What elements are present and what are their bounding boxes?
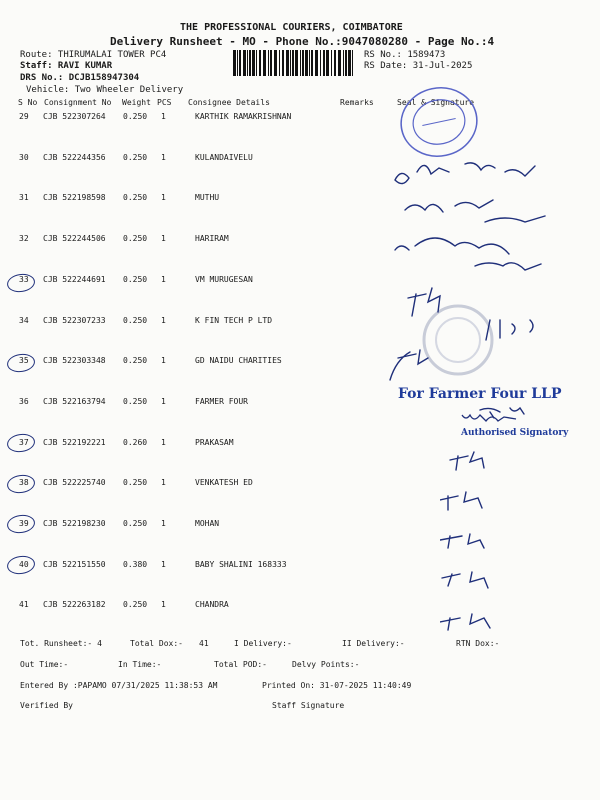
cell-cn: CJB 522263182 <box>43 600 106 609</box>
cell-pcs: 1 <box>161 356 166 365</box>
staff-label: Staff: RAVI KUMAR <box>20 61 113 71</box>
cell-sno: 31 <box>19 193 29 202</box>
cell-cn: CJB 522198598 <box>43 193 106 202</box>
cell-cn: CJB 522307233 <box>43 316 106 325</box>
entered-by: Entered By :PAPAMO 07/31/2025 11:38:53 AM <box>20 681 218 690</box>
cell-wt: 0.250 <box>123 275 148 284</box>
cell-wt: 0.250 <box>123 112 148 121</box>
cell-sno: 38 <box>19 478 29 487</box>
cell-sno: 40 <box>19 560 29 569</box>
cell-sno: 35 <box>19 356 29 365</box>
drs-label: DRS No.: DCJB158947304 <box>20 73 140 83</box>
cell-cn: CJB 522192221 <box>43 438 106 447</box>
cell-name: MOHAN <box>195 519 220 528</box>
tot-runsheet: Tot. Runsheet:- 4 <box>20 639 102 648</box>
out-time: Out Time:- <box>20 660 69 669</box>
cell-cn: CJB 522225740 <box>43 478 106 487</box>
company-stamp: For Farmer Four LLP <box>398 386 562 402</box>
total-dox-value: 41 <box>199 639 209 648</box>
delvy-points: Delvy Points:- <box>292 660 360 669</box>
table-header <box>0 98 600 112</box>
handwritten-signatures-middle <box>380 280 560 390</box>
cell-sno: 30 <box>19 153 29 162</box>
verified-by: Verified By <box>20 701 73 710</box>
cell-name: VM MURUGESAN <box>195 275 253 284</box>
cell-pcs: 1 <box>161 478 166 487</box>
cell-name: KARTHIK RAMAKRISHNAN <box>195 112 292 121</box>
cell-name: PRAKASAM <box>195 438 234 447</box>
ii-delivery: II Delivery:- <box>342 639 405 648</box>
cell-pcs: 1 <box>161 275 166 284</box>
cell-sno: 34 <box>19 316 29 325</box>
cell-sno: 29 <box>19 112 29 121</box>
cell-cn: CJB 522163794 <box>43 397 106 406</box>
total-dox: Total Dox:- <box>130 639 183 648</box>
cell-name: GD NAIDU CHARITIES <box>195 356 282 365</box>
rtn-dox: RTN Dox:- <box>456 639 500 648</box>
staff-signature: Staff Signature <box>272 701 345 710</box>
rs-no-label: RS No.: 1589473 <box>364 50 446 60</box>
cell-sno: 33 <box>19 275 29 284</box>
handwritten-signatures-top <box>385 150 595 285</box>
cell-wt: 0.250 <box>123 600 148 609</box>
cell-cn: CJB 522244506 <box>43 234 106 243</box>
cell-pcs: 1 <box>161 112 166 121</box>
authorised-signatory: Authorised Signatory <box>461 428 569 438</box>
cell-cn: CJB 522244691 <box>43 275 106 284</box>
col-remarks: Remarks <box>340 98 374 107</box>
runsheet-title: Delivery Runsheet - MO - Phone No.:9047080280 - Page No.:4 <box>110 35 495 48</box>
cell-wt: 0.250 <box>123 234 148 243</box>
route-label: Route: THIRUMALAI TOWER PC4 <box>20 50 167 60</box>
cell-pcs: 1 <box>161 600 166 609</box>
cell-name: FARMER FOUR <box>195 397 248 406</box>
cell-wt: 0.250 <box>123 519 148 528</box>
cell-pcs: 1 <box>161 234 166 243</box>
rs-date-label: RS Date: 31-Jul-2025 <box>364 61 473 71</box>
col-sno: S No <box>18 98 38 107</box>
cell-wt: 0.380 <box>123 560 148 569</box>
cell-pcs: 1 <box>161 316 166 325</box>
cell-pcs: 1 <box>161 153 166 162</box>
cell-name: CHANDRA <box>195 600 229 609</box>
cell-sno: 39 <box>19 519 29 528</box>
cell-cn: CJB 522198230 <box>43 519 106 528</box>
cell-pcs: 1 <box>161 397 166 406</box>
cell-pcs: 1 <box>161 438 166 447</box>
cell-wt: 0.250 <box>123 316 148 325</box>
cell-pcs: 1 <box>161 193 166 202</box>
cell-name: HARIRAM <box>195 234 229 243</box>
col-consignment: Consignment No <box>44 98 112 107</box>
company-title: THE PROFESSIONAL COURIERS, COIMBATORE <box>180 22 403 33</box>
cell-name: VENKATESH ED <box>195 478 253 487</box>
cell-pcs: 1 <box>161 519 166 528</box>
col-seal-signature: Seal & Signature <box>397 98 475 107</box>
cell-wt: 0.250 <box>123 193 148 202</box>
total-pod: Total POD:- <box>214 660 267 669</box>
cell-wt: 0.250 <box>123 356 148 365</box>
cell-sno: 32 <box>19 234 29 243</box>
cell-wt: 0.250 <box>123 397 148 406</box>
cell-name: KULANDAIVELU <box>195 153 253 162</box>
cell-cn: CJB 522303348 <box>43 356 106 365</box>
cell-sno: 41 <box>19 600 29 609</box>
cell-cn: CJB 522244356 <box>43 153 106 162</box>
printed-on: Printed On: 31-07-2025 11:40:49 <box>262 681 412 690</box>
cell-wt: 0.250 <box>123 478 148 487</box>
table-row <box>0 112 600 126</box>
cell-sno: 37 <box>19 438 29 447</box>
cell-name: BABY SHALINI 168333 <box>195 560 287 569</box>
cell-wt: 0.250 <box>123 153 148 162</box>
barcode <box>233 50 357 76</box>
col-weight: Weight <box>122 98 151 107</box>
col-consignee: Consignee Details <box>188 98 270 107</box>
cell-pcs: 1 <box>161 560 166 569</box>
vehicle-label: Vehicle: Two Wheeler Delivery <box>26 85 184 95</box>
cell-wt: 0.260 <box>123 438 148 447</box>
cell-cn: CJB 522307264 <box>43 112 106 121</box>
col-pcs: PCS <box>157 98 172 107</box>
stamp-signature <box>458 405 528 427</box>
i-delivery: I Delivery:- <box>234 639 292 648</box>
cell-name: K FIN TECH P LTD <box>195 316 273 325</box>
cell-name: MUTHU <box>195 193 220 202</box>
cell-cn: CJB 522151550 <box>43 560 106 569</box>
cell-sno: 36 <box>19 397 29 406</box>
in-time: In Time:- <box>118 660 162 669</box>
